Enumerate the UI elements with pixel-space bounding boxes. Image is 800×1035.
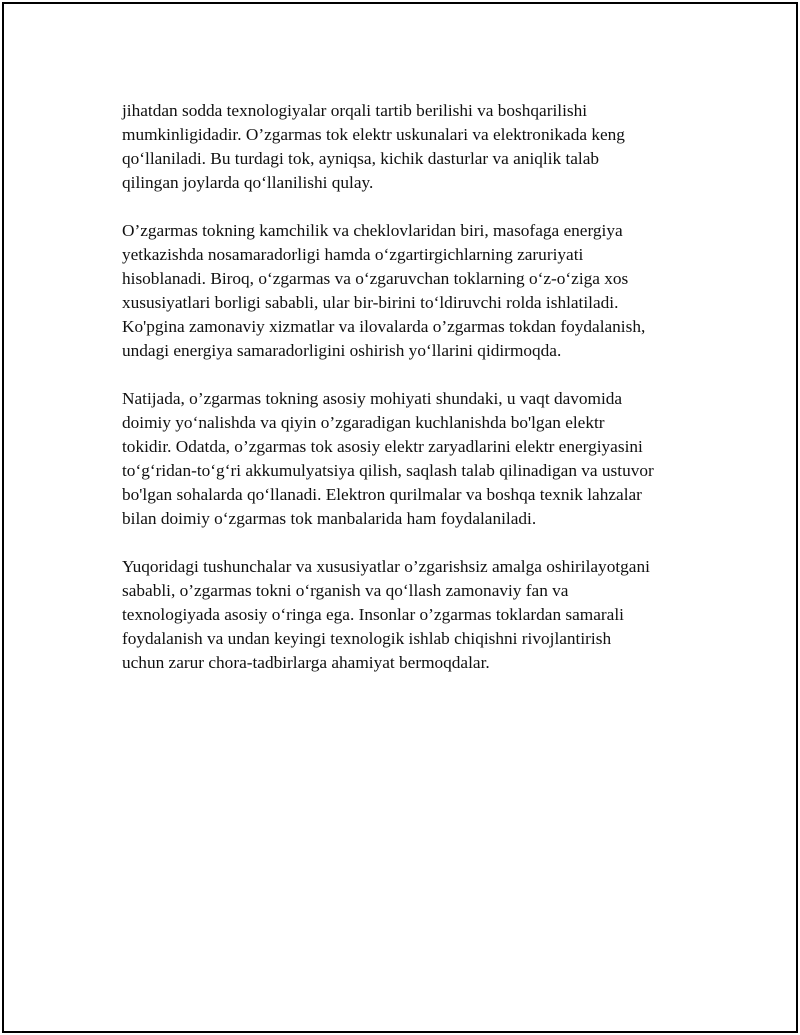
paragraph-1 (122, 99, 722, 195)
paragraph-2 (122, 219, 722, 363)
text-line: sababli, o’zgarmas tokni o‘rganish va qo‘llash zamonaviy fan va (122, 581, 569, 600)
text-line: Natijada, o’zgarmas tokning asosiy mohiyati shundaki, u vaqt davomida (122, 389, 623, 408)
paragraph-4 (122, 555, 722, 675)
text-line: to‘g‘ridan-to‘g‘ri akkumulyatsiya qilish, saqlash talab qilinadigan va ustuvor (122, 461, 654, 480)
text-line: mumkinligidadir. O’zgarmas tok elektr uskunalari va elektronikada keng (122, 125, 625, 144)
text-line: Ko'pgina zamonaviy xizmatlar va ilovalarda o’zgarmas tokdan foydalanish, (122, 317, 646, 336)
text-line: Yuqoridagi tushunchalar va xususiyatlar o’zgarishsiz amalga oshirilayotgani (122, 557, 650, 576)
document-body (122, 99, 722, 699)
text-line: undagi energiya samaradorligini oshirish yo‘llarini qidirmoqda. (122, 341, 562, 360)
text-line: bo'lgan sohalarda qo‘llanadi. Elektron qurilmalar va boshqa texnik lahzalar (122, 485, 642, 504)
text-line: uchun zarur chora-tadbirlarga ahamiyat bermoqdalar. (122, 653, 490, 672)
text-line: doimiy yo‘nalishda va qiyin o’zgaradigan kuchlanishda bo'lgan elektr (122, 413, 605, 432)
text-line: qilingan joylarda qo‘llanilishi qulay. (122, 173, 374, 192)
text-line: foydalanish va undan keyingi texnologik ishlab chiqishni rivojlantirish (122, 629, 612, 648)
text-line: yetkazishda nosamaradorligi hamda o‘zgartirgichlarning zaruriyati (122, 245, 584, 264)
page-frame (2, 2, 798, 1033)
text-line: bilan doimiy o‘zgarmas tok manbalarida ham foydalaniladi. (122, 509, 537, 528)
text-line: qo‘llaniladi. Bu turdagi tok, ayniqsa, kichik dasturlar va aniqlik talab (122, 149, 600, 168)
text-line: hisoblanadi. Biroq, o‘zgarmas va o‘zgaruvchan toklarning o‘z-o‘ziga xos (122, 269, 629, 288)
text-line: O’zgarmas tokning kamchilik va cheklovlaridan biri, masofaga energiya (122, 221, 623, 240)
text-line: jihatdan sodda texnologiyalar orqali tartib berilishi va boshqarilishi (122, 101, 588, 120)
text-line: xususiyatlari borligi sababli, ular bir-birini to‘ldiruvchi rolda ishlatiladi. (122, 293, 619, 312)
text-line: texnologiyada asosiy o‘ringa ega. Insonlar o’zgarmas toklardan samarali (122, 605, 624, 624)
paragraph-3 (122, 387, 722, 531)
text-line: tokidir. Odatda, o’zgarmas tok asosiy elektr zaryadlarini elektr energiyasini (122, 437, 643, 456)
